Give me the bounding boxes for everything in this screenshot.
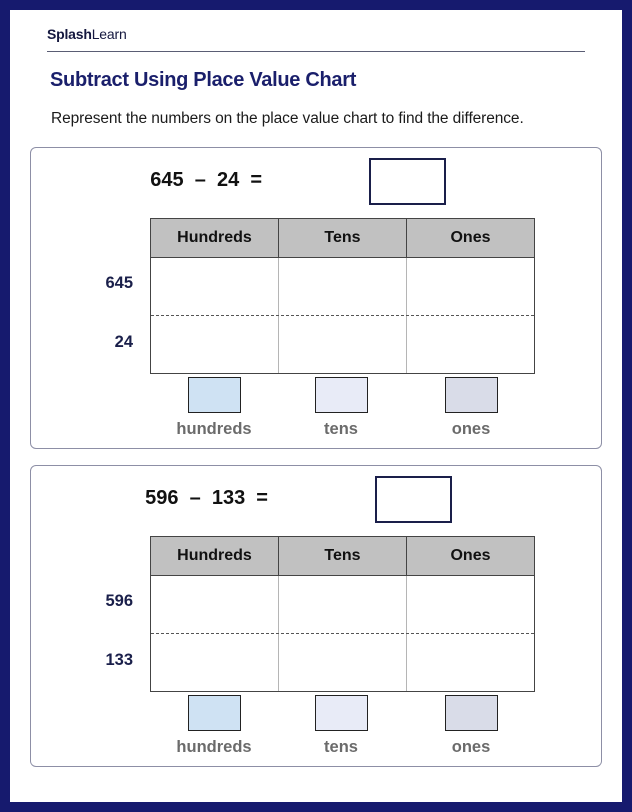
header-ones: Ones xyxy=(450,229,491,246)
cell-ones[interactable] xyxy=(407,258,534,315)
header-hundreds: Hundreds xyxy=(151,537,279,575)
equation xyxy=(31,158,601,204)
tens-swatch[interactable] xyxy=(315,695,368,731)
cell-hundreds[interactable] xyxy=(151,576,279,633)
tens-label: tens xyxy=(324,738,358,756)
header-divider xyxy=(47,51,585,52)
equation-text: 645 – 24 = xyxy=(150,169,262,191)
ones-swatch[interactable] xyxy=(445,377,498,413)
cell-hundreds[interactable] xyxy=(151,258,279,315)
answer-box[interactable] xyxy=(375,476,452,523)
header-tens: Tens xyxy=(279,537,407,575)
logo-light-text: Learn xyxy=(91,26,127,42)
logo-bold-text: Splash xyxy=(47,26,92,42)
worksheet-page xyxy=(10,10,622,802)
table-header-row xyxy=(151,537,534,576)
table-header-row xyxy=(151,219,534,258)
table-row-subtrahend xyxy=(151,316,534,373)
hundreds-label: hundreds xyxy=(176,738,252,756)
header-hundreds: Hundreds xyxy=(151,219,279,257)
ones-label: ones xyxy=(451,738,491,756)
row-label-subtrahend: 133 xyxy=(105,651,133,669)
cell-ones[interactable] xyxy=(407,576,534,633)
cell-hundreds[interactable] xyxy=(151,634,279,691)
hundreds-swatch[interactable] xyxy=(188,695,241,731)
table-row-minuend xyxy=(151,258,534,316)
cell-hundreds[interactable] xyxy=(151,316,279,373)
problem-card-1 xyxy=(30,147,602,449)
ones-label: ones xyxy=(451,420,491,438)
equation xyxy=(31,476,601,522)
hundreds-swatch[interactable] xyxy=(188,377,241,413)
answer-box[interactable] xyxy=(369,158,446,205)
equation-text: 596 – 133 = xyxy=(145,487,268,509)
header-ones: Ones xyxy=(450,547,491,564)
row-label-subtrahend: 24 xyxy=(114,333,133,351)
hundreds-label: hundreds xyxy=(176,420,252,438)
ones-swatch[interactable] xyxy=(445,695,498,731)
cell-ones[interactable] xyxy=(407,316,534,373)
place-value-table xyxy=(150,536,535,692)
tens-label: tens xyxy=(324,420,358,438)
cell-tens[interactable] xyxy=(279,634,407,691)
tens-swatch[interactable] xyxy=(315,377,368,413)
row-label-minuend: 645 xyxy=(105,274,133,292)
row-label-minuend: 596 xyxy=(105,592,133,610)
table-row-minuend xyxy=(151,576,534,634)
page-title: Subtract Using Place Value Chart xyxy=(50,69,357,91)
cell-tens[interactable] xyxy=(279,258,407,315)
instruction-text: Represent the numbers on the place value chart to find the difference. xyxy=(51,110,524,127)
problem-card-2 xyxy=(30,465,602,767)
cell-tens[interactable] xyxy=(279,316,407,373)
splashlearn-logo xyxy=(47,26,127,42)
cell-tens[interactable] xyxy=(279,576,407,633)
cell-ones[interactable] xyxy=(407,634,534,691)
header-tens: Tens xyxy=(279,219,407,257)
table-row-subtrahend xyxy=(151,634,534,691)
place-value-table xyxy=(150,218,535,374)
